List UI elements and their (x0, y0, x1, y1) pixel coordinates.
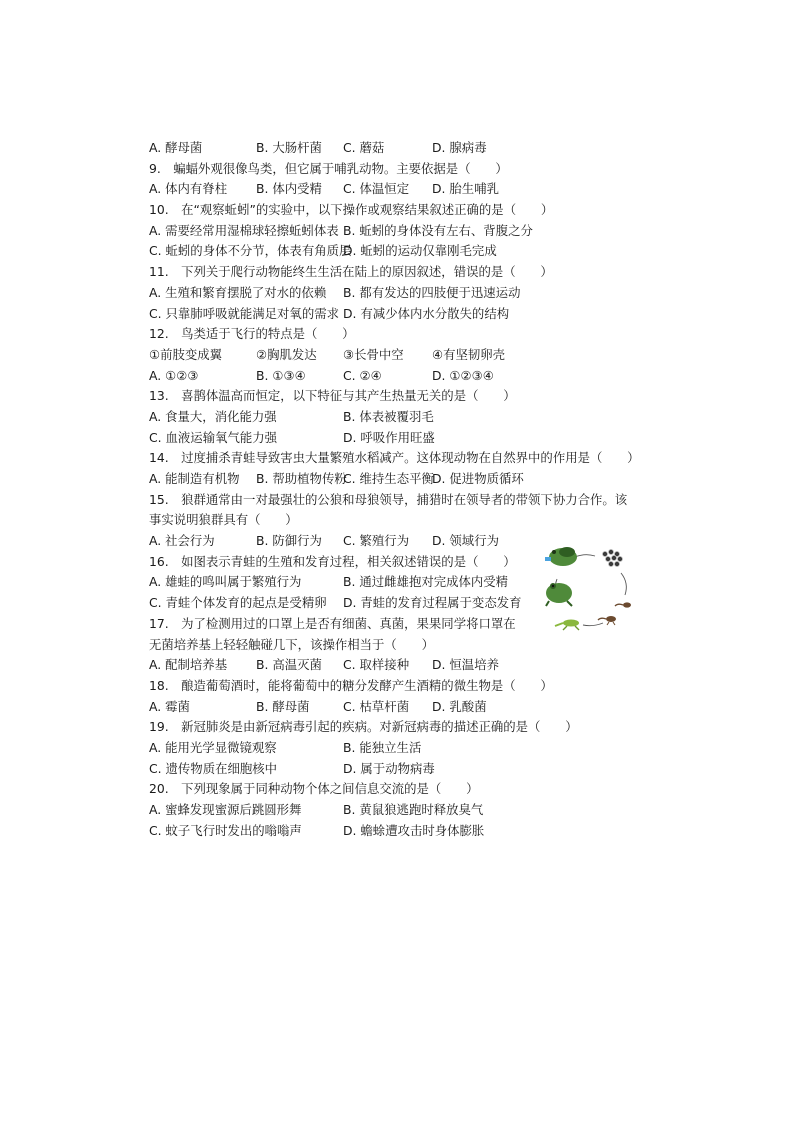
answer-option: B. 体内受精 (256, 181, 322, 197)
answer-option: B. 高温灭菌 (256, 657, 322, 673)
option-row (149, 469, 669, 490)
answer-option: C. 枯草杆菌 (343, 698, 410, 714)
answer-option: ①前肢变成翼 (149, 346, 223, 362)
answer-option: D. 有减少体内水分散失的结构 (343, 305, 510, 321)
option-row (149, 179, 669, 200)
answer-option: B. 蚯蚓的身体没有左右、背腹之分 (343, 222, 533, 238)
option-row (149, 759, 669, 780)
answer-option: B. 大肠杆菌 (256, 140, 322, 155)
option-row (149, 366, 669, 387)
answer-option: D. 属于动物病毒 (343, 760, 435, 776)
question-stem: 9. 蝙蝠外观很像鸟类，但它属于哺乳动物。主要依据是（ ） (149, 160, 508, 176)
answer-option: A. 霉菌 (149, 698, 190, 714)
answer-option: A. 酵母菌 (149, 140, 203, 155)
question-stem: 11. 下列关于爬行动物能终生生活在陆上的原因叙述，错误的是（ ） (149, 264, 553, 280)
option-row (149, 821, 669, 842)
answer-option: A. 蜜蜂发现蜜源后跳圆形舞 (149, 802, 302, 817)
answer-option: C. 维持生态平衡 (343, 471, 434, 486)
answer-option: D. 领域行为 (432, 533, 499, 549)
answer-option: D. 呼吸作用旺盛 (343, 429, 435, 445)
answer-option: C. 蚊子飞行时发出的嗡嗡声 (149, 822, 302, 838)
answer-option: D. 蟾蜍遭攻击时身体膨胀 (343, 822, 485, 838)
answer-option: A. 需要经常用湿棉球轻擦蚯蚓体表 (149, 222, 339, 238)
answer-option: ②胸肌发达 (256, 346, 317, 362)
answer-option: B. 防御行为 (256, 533, 322, 549)
question-stem: 15. 狼群通常由一对最强壮的公狼和母狼领导，捕猎时在领导者的带领下协力合作。该 (149, 491, 628, 507)
answer-option: D. 腺病毒 (432, 140, 487, 155)
answer-option: ④有坚韧卵壳 (432, 346, 506, 362)
answer-option: A. 食量大，消化能力强 (149, 408, 277, 424)
froglet-icon (555, 620, 579, 631)
tadpole-icon (615, 602, 631, 607)
answer-option: C. 只靠肺呼吸就能满足对氧的需求 (149, 305, 339, 321)
answer-option: B. 能独立生活 (343, 739, 422, 755)
option-row (149, 138, 669, 159)
answer-option: B. 酵母菌 (256, 698, 310, 714)
answer-option: A. 生殖和繁育摆脱了对水的依赖 (149, 284, 327, 300)
answer-option: D. 乳酸菌 (432, 698, 487, 714)
answer-option: C. 血液运输氧气能力强 (149, 429, 278, 445)
answer-option: D. ①②③④ (432, 367, 494, 383)
answer-option: D. 青蛙的发育过程属于变态发育 (343, 595, 522, 611)
answer-option: D. 促进物质循环 (432, 471, 524, 486)
answer-option: C. 繁殖行为 (343, 533, 410, 549)
answer-option: B. 通过雌雄抱对完成体内受精 (343, 574, 509, 590)
answer-option: C. 体温恒定 (343, 181, 410, 197)
question-stem: 事实说明狼群具有（ ） (149, 512, 298, 528)
answer-option: A. 能用光学显微镜观察 (149, 739, 277, 755)
answer-option: D. 胎生哺乳 (432, 181, 499, 197)
answer-option: B. 都有发达的四肢便于迅速运动 (343, 284, 521, 300)
adult-frog-icon (546, 583, 572, 606)
option-row (149, 800, 669, 821)
option-row (149, 738, 669, 759)
answer-option: A. 能制造有机物 (149, 471, 240, 486)
answer-option: D. 蚯蚓的运动仅靠刚毛完成 (343, 243, 497, 259)
frog-eggs-icon (602, 549, 622, 566)
answer-option: C. 取样接种 (343, 657, 410, 673)
answer-option: B. 帮助植物传粉 (256, 471, 347, 486)
frog-pair-icon (545, 547, 577, 566)
option-row (149, 304, 669, 325)
question-stem: 17. 为了检测用过的口罩上是否有细菌、真菌，果果同学将口罩在 (149, 615, 516, 631)
question-stem: 14. 过度捕杀青蛙导致害虫大量繁殖水稻减产。这体现动物在自然界中的作用是（ ） (149, 450, 640, 466)
question-list (149, 138, 669, 841)
answer-option: D. 恒温培养 (432, 657, 499, 673)
answer-option: C. 青蛙个体发育的起点是受精卵 (149, 595, 327, 611)
answer-option: A. 体内有脊柱 (149, 181, 228, 197)
answer-option: ③长骨中空 (343, 346, 404, 362)
answer-option: C. 蚯蚓的身体不分节，体表有角质层 (149, 243, 352, 259)
answer-option: A. ①②③ (149, 367, 199, 383)
question-stem: 无菌培养基上轻轻触碰几下，该操作相当于（ ） (149, 636, 434, 652)
option-row (149, 407, 669, 428)
answer-option: B. 黄鼠狼逃跑时释放臭气 (343, 802, 484, 817)
question-stem: 13. 喜鹊体温高而恒定，以下特征与其产生热量无关的是（ ） (149, 388, 516, 404)
option-row (149, 697, 669, 718)
question-stem: 12. 鸟类适于飞行的特点是（ ） (149, 326, 355, 342)
answer-option: A. 雄蛙的鸣叫属于繁殖行为 (149, 574, 302, 590)
answer-option: C. ②④ (343, 367, 382, 383)
option-row (149, 655, 669, 676)
question-stem: 18. 酿造葡萄酒时，能将葡萄中的糖分发酵产生酒精的微生物是（ ） (149, 677, 553, 693)
answer-option: B. 体表被覆羽毛 (343, 408, 434, 424)
question-stem: 16. 如图表示青蛙的生殖和发育过程，相关叙述错误的是（ ） (149, 553, 516, 569)
option-row (149, 345, 669, 366)
option-row (149, 283, 669, 304)
answer-option: B. ①③④ (256, 367, 306, 383)
option-row (149, 221, 669, 242)
option-row (149, 241, 669, 262)
question-stem: 20. 下列现象属于同种动物个体之间信息交流的是（ ） (149, 781, 479, 797)
answer-option: A. 社会行为 (149, 533, 215, 549)
answer-option: C. 蘑菇 (343, 140, 385, 155)
frog-life-cycle-diagram (545, 543, 637, 635)
answer-option: A. 配制培养基 (149, 657, 228, 673)
answer-option: C. 遗传物质在细胞核中 (149, 760, 278, 776)
question-stem: 19. 新冠肺炎是由新冠病毒引起的疾病。对新冠病毒的描述正确的是（ ） (149, 719, 578, 735)
option-row (149, 428, 669, 449)
question-stem: 10. 在“观察蚯蚓”的实验中，以下操作或观察结果叙述正确的是（ ） (149, 202, 554, 218)
